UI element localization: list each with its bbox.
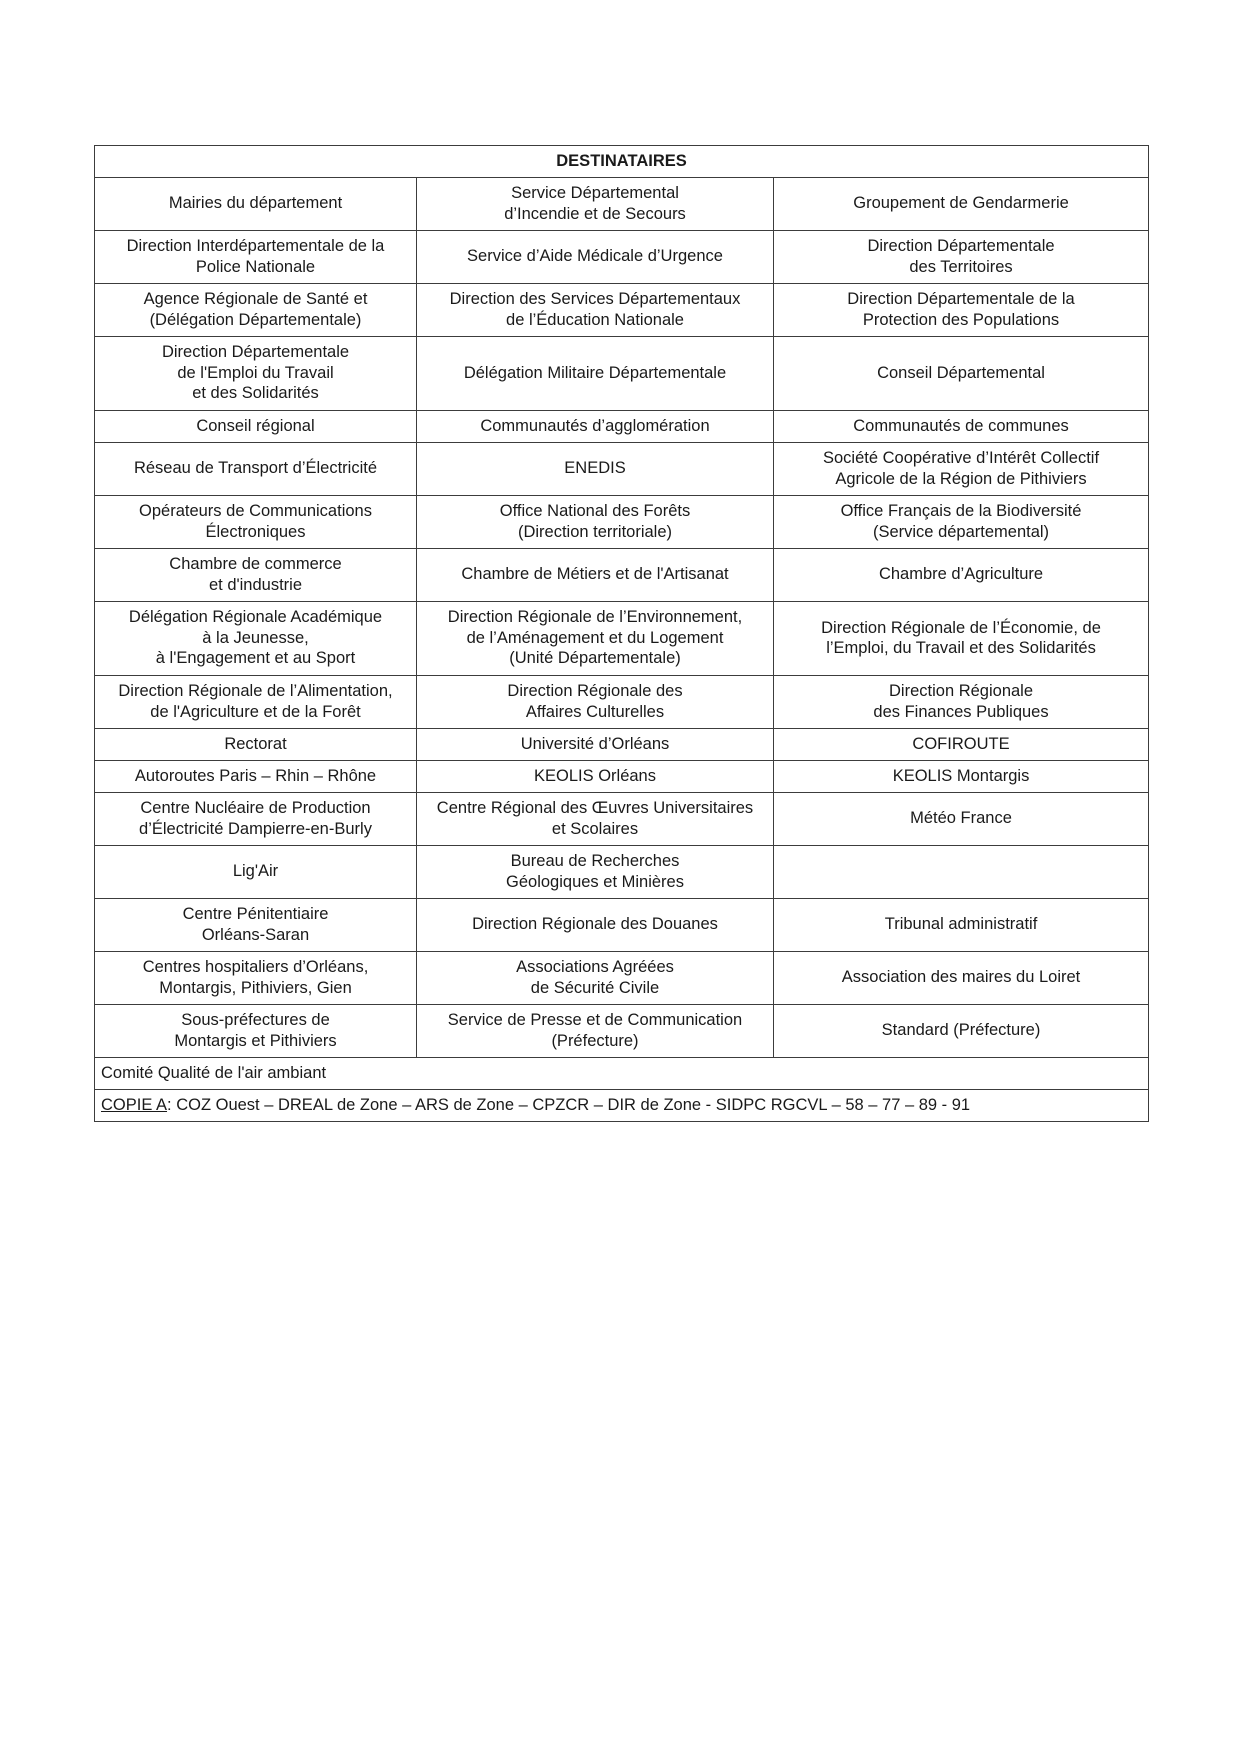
- table-row: [95, 728, 1149, 760]
- table-cell: Délégation Régionale Académique à la Jeunesse, à l'Engagement et au Sport: [95, 601, 417, 675]
- table-cell: Direction Interdépartementale de la Police Nationale: [95, 230, 417, 283]
- table-cell: Direction Régionale de l’Environnement, de l’Aménagement et du Logement (Unité Départementale): [417, 601, 774, 675]
- table-cell: Délégation Militaire Départementale: [417, 336, 774, 410]
- table-cell: Direction Régionale de l’Économie, de l’Emploi, du Travail et des Solidarités: [774, 601, 1149, 675]
- table-cell: Sous-préfectures de Montargis et Pithiviers: [95, 1004, 417, 1057]
- table-cell: Centre Nucléaire de Production d’Électricité Dampierre-en-Burly: [95, 792, 417, 845]
- table-cell: Office National des Forêts (Direction territoriale): [417, 495, 774, 548]
- table-cell: Office Français de la Biodiversité (Service départemental): [774, 495, 1149, 548]
- full-width-recipient: Comité Qualité de l'air ambiant: [95, 1057, 1149, 1089]
- table-cell: Opérateurs de Communications Électroniques: [95, 495, 417, 548]
- table-cell: Centre Régional des Œuvres Universitaires et Scolaires: [417, 792, 774, 845]
- table-cell: Chambre de commerce et d'industrie: [95, 548, 417, 601]
- table-cell: Société Coopérative d’Intérêt Collectif Agricole de la Région de Pithiviers: [774, 442, 1149, 495]
- table-cell: Autoroutes Paris – Rhin – Rhône: [95, 760, 417, 792]
- table-cell: Direction Départementale de la Protection des Populations: [774, 283, 1149, 336]
- table-row: [95, 845, 1149, 898]
- table-cell: Communautés d’agglomération: [417, 410, 774, 442]
- table-cell: Université d’Orléans: [417, 728, 774, 760]
- table-cell: Conseil régional: [95, 410, 417, 442]
- table-cell: Météo France: [774, 792, 1149, 845]
- table-cell: Direction des Services Départementaux de l’Éducation Nationale: [417, 283, 774, 336]
- table-cell: Chambre d’Agriculture: [774, 548, 1149, 601]
- table-cell: Tribunal administratif: [774, 898, 1149, 951]
- recipients-document: [94, 145, 1148, 1122]
- table-row: [95, 898, 1149, 951]
- table-row: [95, 951, 1149, 1004]
- table-row: [95, 1057, 1149, 1089]
- table-row: [95, 283, 1149, 336]
- table-cell: KEOLIS Orléans: [417, 760, 774, 792]
- table-cell: Mairies du département: [95, 177, 417, 230]
- table-cell: Association des maires du Loiret: [774, 951, 1149, 1004]
- table-row: [95, 675, 1149, 728]
- table-cell: Rectorat: [95, 728, 417, 760]
- table-cell: Direction Régionale de l’Alimentation, de l'Agriculture et de la Forêt: [95, 675, 417, 728]
- table-row: [95, 410, 1149, 442]
- table-row: [95, 601, 1149, 675]
- table-cell: Service de Presse et de Communication (Préfecture): [417, 1004, 774, 1057]
- table-row: [95, 760, 1149, 792]
- table-row: [95, 792, 1149, 845]
- recipients-table: [94, 145, 1149, 1122]
- table-cell: Centre Pénitentiaire Orléans-Saran: [95, 898, 417, 951]
- table-cell: Agence Régionale de Santé et (Délégation Départementale): [95, 283, 417, 336]
- copy-text: : COZ Ouest – DREAL de Zone – ARS de Zone – CPZCR – DIR de Zone - SIDPC RGCVL – 58 – 77 – 89 - 91: [167, 1095, 971, 1114]
- table-cell: Service Départemental d’Incendie et de Secours: [417, 177, 774, 230]
- table-row: [95, 230, 1149, 283]
- table-cell: Standard (Préfecture): [774, 1004, 1149, 1057]
- table-cell: Direction Départementale de l'Emploi du Travail et des Solidarités: [95, 336, 417, 410]
- table-cell: Groupement de Gendarmerie: [774, 177, 1149, 230]
- table-cell: Lig'Air: [95, 845, 417, 898]
- table-cell: Associations Agréées de Sécurité Civile: [417, 951, 774, 1004]
- copy-row: [95, 1089, 1149, 1121]
- table-cell: Bureau de Recherches Géologiques et Minières: [417, 845, 774, 898]
- table-cell: KEOLIS Montargis: [774, 760, 1149, 792]
- table-cell: Direction Départementale des Territoires: [774, 230, 1149, 283]
- table-cell: Direction Régionale des Affaires Culturelles: [417, 675, 774, 728]
- table-cell: Conseil Départemental: [774, 336, 1149, 410]
- table-cell-empty: [774, 845, 1149, 898]
- table-cell: Direction Régionale des Douanes: [417, 898, 774, 951]
- table-cell: Service d’Aide Médicale d’Urgence: [417, 230, 774, 283]
- table-cell: Chambre de Métiers et de l'Artisanat: [417, 548, 774, 601]
- table-cell: ENEDIS: [417, 442, 774, 495]
- table-header: DESTINATAIRES: [95, 146, 1149, 178]
- table-row: [95, 1004, 1149, 1057]
- table-row: [95, 442, 1149, 495]
- table-cell: Centres hospitaliers d’Orléans, Montargis, Pithiviers, Gien: [95, 951, 417, 1004]
- table-row: [95, 495, 1149, 548]
- table-cell: COFIROUTE: [774, 728, 1149, 760]
- table-cell: Direction Régionale des Finances Publiques: [774, 675, 1149, 728]
- table-row: [95, 177, 1149, 230]
- table-cell: Réseau de Transport d’Électricité: [95, 442, 417, 495]
- copy-label: COPIE A: [101, 1095, 168, 1114]
- table-cell: Communautés de communes: [774, 410, 1149, 442]
- copy-cell: [95, 1089, 1149, 1121]
- table-row: [95, 548, 1149, 601]
- table-row: [95, 336, 1149, 410]
